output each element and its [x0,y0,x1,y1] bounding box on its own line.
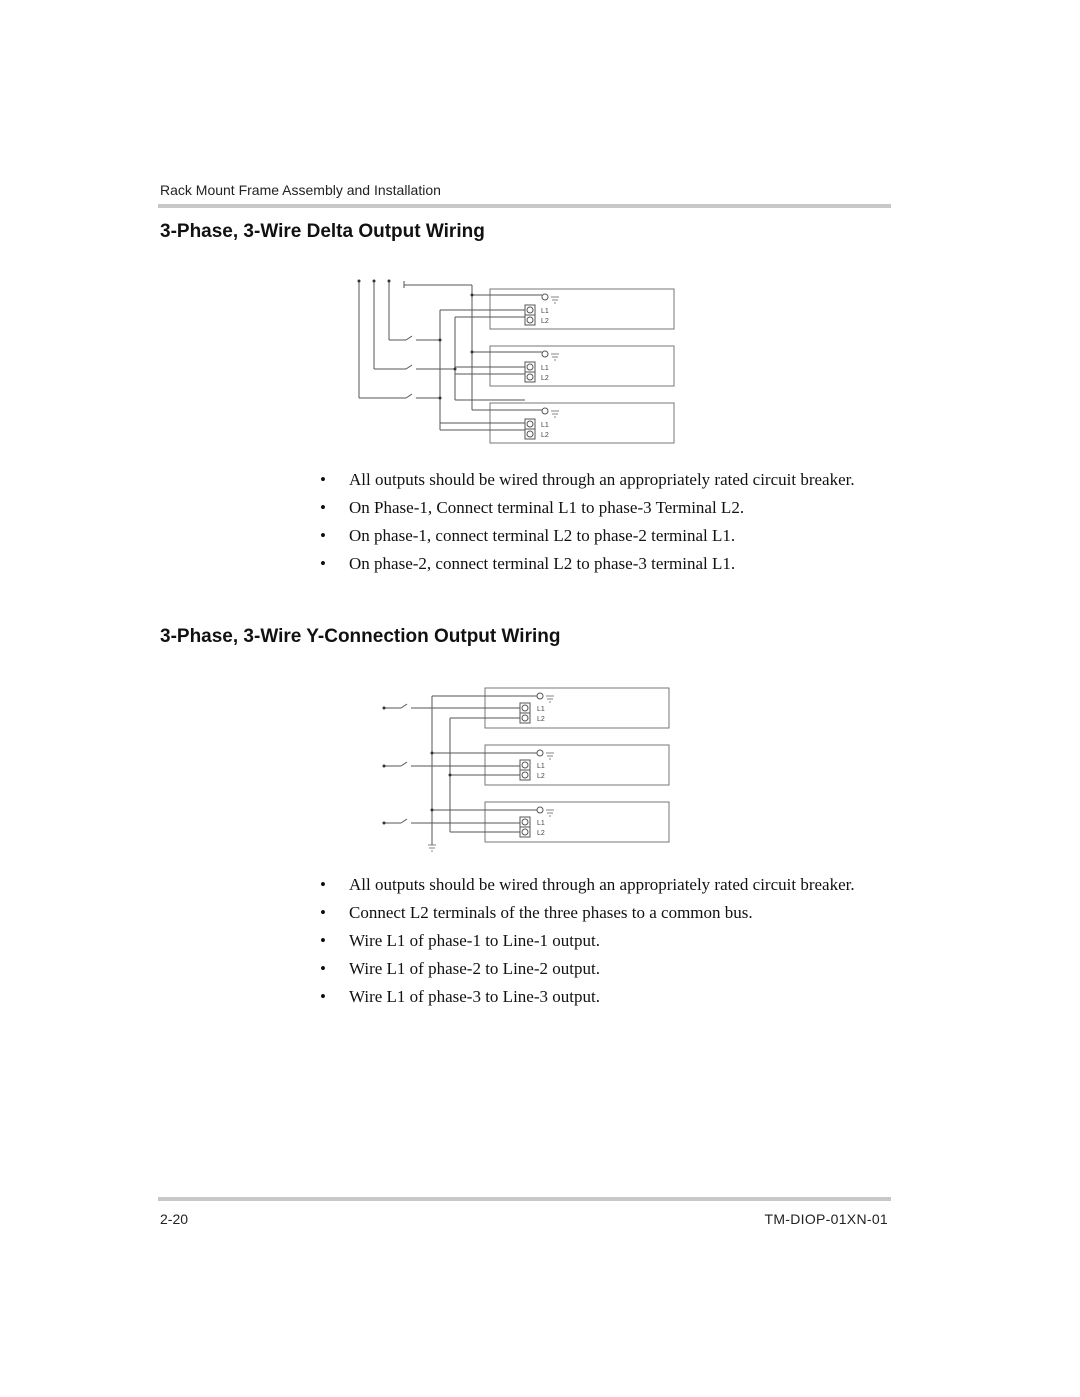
wye-terminal-l2-label: L2 [537,830,545,837]
footer-rule [158,1197,891,1201]
page-number: 2-20 [160,1211,189,1227]
wye-terminal-l1-label: L1 [537,820,545,827]
wye-wiring-notes [320,873,880,1013]
list-item: • Connect L2 terminals of the three phases to a common bus. [320,901,880,924]
wye-wiring-diagram [370,680,680,855]
wye-terminal-l2-label: L2 [537,773,545,780]
list-item: • On phase-2, connect terminal L2 to phase-3 terminal L1. [320,552,880,575]
wye-terminal-l1-label: L1 [537,706,545,713]
delta-wiring-diagram [340,270,680,450]
running-header: Rack Mount Frame Assembly and Installation [160,182,441,198]
delta-wiring-heading: 3-Phase, 3-Wire Delta Output Wiring [160,221,485,242]
list-item: • All outputs should be wired through an appropriately rated circuit breaker. [320,468,880,491]
delta-terminal-l2-label: L2 [541,318,549,325]
wye-terminal-l1-label: L1 [537,763,545,770]
list-item: • All outputs should be wired through an appropriately rated circuit breaker. [320,873,880,896]
delta-terminal-l1-label: L1 [541,308,549,315]
list-item: • On phase-1, connect terminal L2 to phase-2 terminal L1. [320,524,880,547]
delta-wiring-notes [320,468,880,580]
document-id: TM-DIOP-01XN-01 [764,1211,888,1227]
wye-terminal-l2-label: L2 [537,716,545,723]
list-item: • Wire L1 of phase-2 to Line-2 output. [320,957,880,980]
delta-terminal-l1-label: L1 [541,422,549,429]
list-item: • Wire L1 of phase-1 to Line-1 output. [320,929,880,952]
wye-wiring-heading: 3-Phase, 3-Wire Y-Connection Output Wiring [160,626,561,647]
delta-terminal-l2-label: L2 [541,375,549,382]
list-item: • Wire L1 of phase-3 to Line-3 output. [320,985,880,1008]
list-item: • On Phase-1, Connect terminal L1 to phase-3 Terminal L2. [320,496,880,519]
delta-terminal-l2-label: L2 [541,432,549,439]
delta-terminal-l1-label: L1 [541,365,549,372]
header-rule [158,204,891,208]
